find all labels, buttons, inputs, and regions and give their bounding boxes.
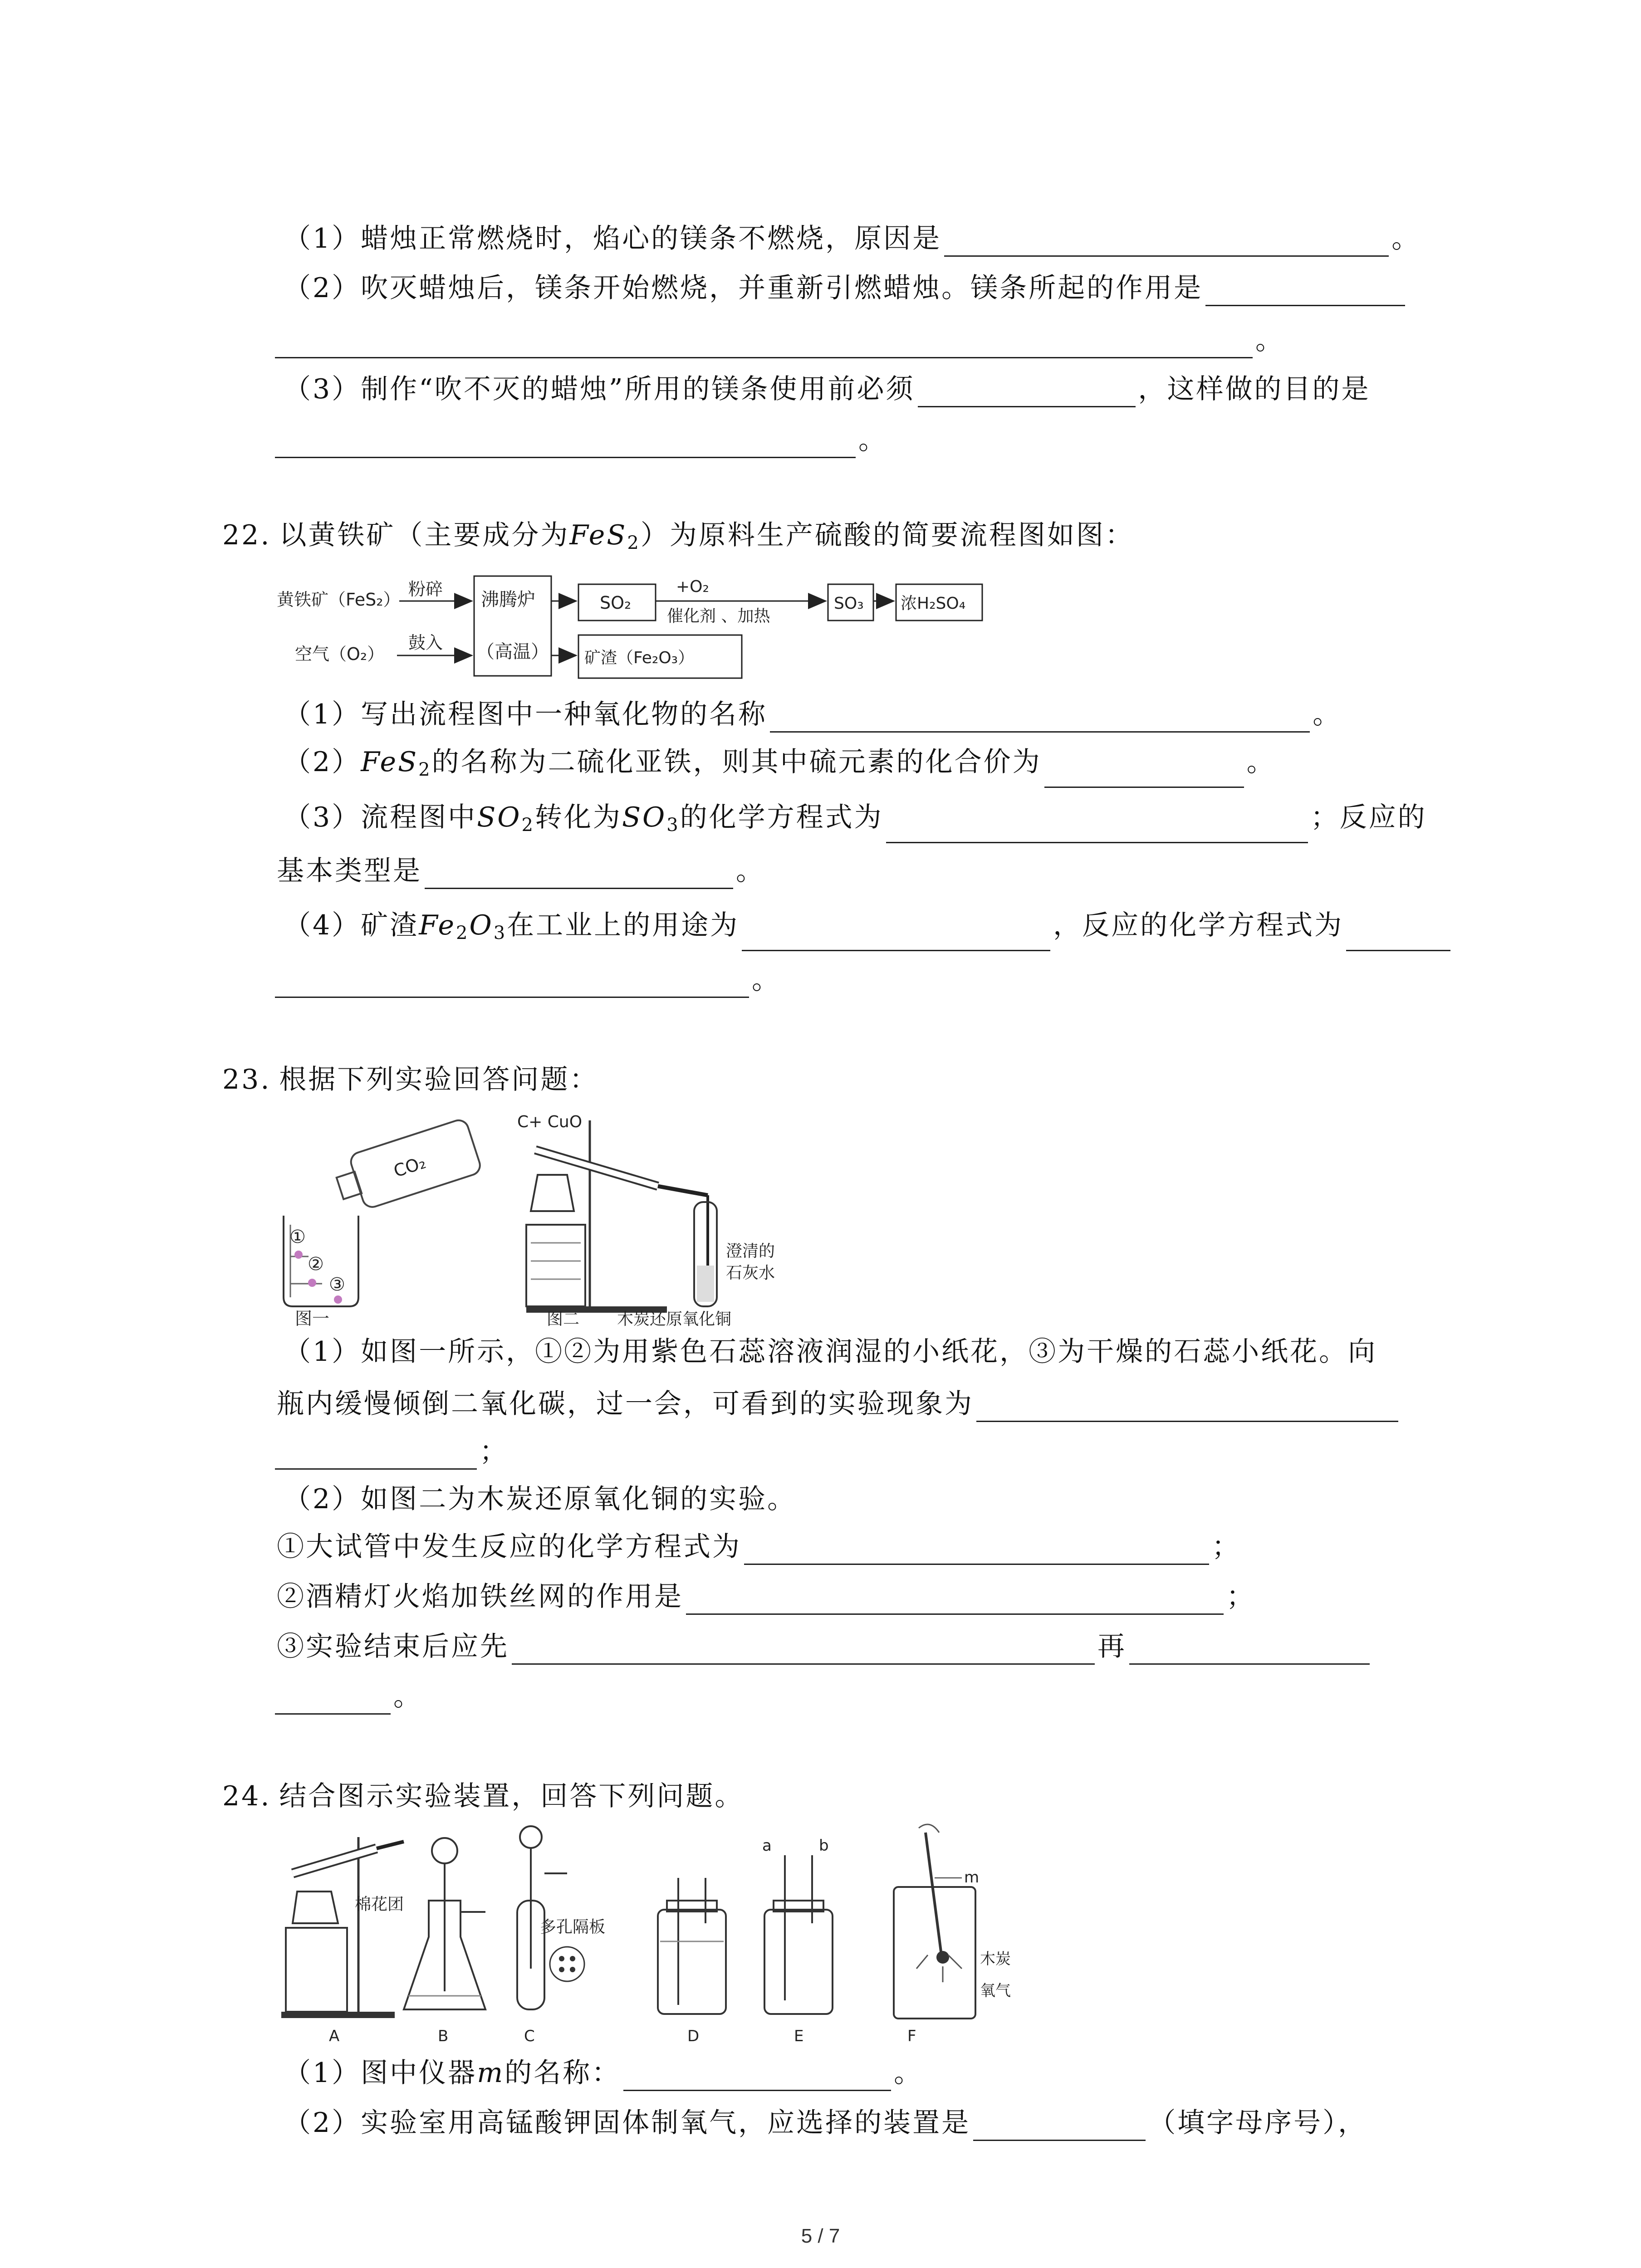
q22-part4-label: （4）矿渣 [284, 909, 419, 941]
q24-apparatus-figure [272, 1819, 1043, 2073]
q22-flow-diagram [277, 567, 1048, 685]
answer-blank[interactable] [973, 2112, 1146, 2141]
answer-blank[interactable] [425, 860, 733, 889]
formula: $Fe_2O_3$ [419, 909, 507, 943]
reagent-label: C+ CuO [517, 1113, 583, 1131]
answer-blank[interactable] [512, 1635, 1095, 1665]
q22-part4-text: 在工业上的用途为 [507, 909, 740, 941]
answer-blank[interactable] [742, 922, 1050, 951]
answer-blank[interactable] [275, 1440, 477, 1470]
punct: 。 [1255, 324, 1284, 356]
q21-part1-text: （1）蜡烛正常燃烧时，焰心的镁条不燃烧，原因是 [284, 223, 942, 254]
flow-catalyst: 催化剂 、加热 [667, 607, 770, 626]
port-b-label: b [819, 1837, 829, 1855]
q23-stem [222, 1061, 598, 1098]
answer-blank[interactable] [744, 1535, 1209, 1565]
figure2-caption: 图二 [547, 1310, 580, 1329]
apparatus-A [281, 1837, 404, 2045]
punct: 。 [894, 2057, 923, 2089]
q22-stem-text: 以黄铁矿（主要成分为 [279, 519, 570, 551]
q24-part2-text: （2）实验室用高锰酸钾固体制氧气，应选择的装置是 [284, 2107, 971, 2139]
charcoal-label: 木炭 [980, 1950, 1011, 1968]
flow-so3: SO₃ [834, 594, 864, 613]
q23-stem-text: 根据下列实验回答问题： [279, 1064, 599, 1095]
flow-acid: 浓H₂SO₄ [901, 594, 966, 613]
q22-part3 [284, 799, 1427, 836]
q23-part2-a [277, 1529, 1241, 1565]
answer-blank[interactable] [918, 378, 1136, 407]
answer-blank[interactable] [944, 227, 1389, 257]
q22-part3-text-c: 的化学方程式为 [680, 802, 883, 833]
instrument-m-label: m [964, 1868, 980, 1887]
label-E: E [794, 2027, 804, 2045]
figure1-caption: 图一 [295, 1309, 330, 1329]
q22-part3-text: 转化为 [534, 802, 622, 833]
q23-part1-end [272, 1433, 509, 1470]
q21-part3 [284, 371, 1371, 407]
flow-furnace: 沸腾炉 [481, 589, 535, 610]
answer-blank[interactable] [275, 968, 749, 998]
answer-blank[interactable] [275, 329, 1253, 358]
porous-plate-label: 多孔隔板 [540, 1918, 606, 1936]
punct: 。 [1246, 746, 1276, 778]
oxygen-label: 氧气 [980, 1982, 1011, 2000]
q22-part1 [284, 696, 1342, 733]
q23-part2-c-text: ③实验结束后应先 [277, 1631, 509, 1662]
q23-part2-c-end [272, 1678, 422, 1715]
formula: FeS$_2$ [569, 519, 641, 553]
instrument-m: m [477, 2057, 505, 2089]
answer-blank[interactable] [886, 814, 1308, 843]
apparatus-B [404, 1838, 485, 2045]
q23-part2-a-text: ①大试管中发生反应的化学方程式为 [277, 1531, 741, 1563]
punct: ； [480, 1436, 509, 1467]
q23-part2 [284, 1481, 796, 1517]
apparatus-F [894, 1824, 1011, 2045]
q21-part2-cont [272, 322, 1284, 358]
flow-furnace-cond: （高温） [476, 641, 549, 662]
q22-part4 [284, 907, 1453, 943]
answer-blank[interactable] [275, 429, 856, 458]
apparatus-C [517, 1826, 605, 2045]
port-a-label: a [762, 1837, 772, 1855]
q22-part3-cont [277, 853, 765, 889]
punct: 。 [1313, 699, 1342, 730]
flow-ore: 黄铁矿（FeS₂） [277, 590, 401, 610]
punct: 。 [858, 424, 887, 456]
q22-stem-text-b: ）为原料生产硫酸的简要流程图如图： [640, 519, 1134, 551]
figure2-subcaption: 木炭还原氧化铜 [617, 1310, 732, 1329]
q22-part2-label: （2） [284, 746, 361, 778]
q23-part1 [284, 1334, 1377, 1370]
q21-part1 [284, 220, 1421, 257]
punct: 。 [1391, 223, 1421, 254]
answer-blank[interactable] [623, 2062, 891, 2091]
punct: ； [1212, 1531, 1241, 1563]
q21-part3-cont [272, 422, 887, 458]
apparatus-E [762, 1837, 833, 2045]
flow-o2: +O₂ [676, 577, 709, 596]
question-number: 24. [222, 1780, 271, 1812]
figure1-co2-beaker [284, 1118, 482, 1329]
q22-part2 [284, 744, 1276, 780]
answer-blank[interactable] [770, 703, 1310, 733]
limewater-label-1: 澄清的 [726, 1242, 775, 1261]
q24-part1-text-b: 的名称： [505, 2057, 621, 2089]
q22-part4-cont [272, 962, 781, 998]
q23-figure [272, 1107, 862, 1329]
q23-part2-c [277, 1628, 1372, 1665]
q22-stem [222, 517, 1134, 553]
flow-air: 空气（O₂） [295, 644, 385, 664]
punct: 。 [752, 964, 781, 996]
answer-blank[interactable] [686, 1585, 1224, 1615]
question-number: 22. [222, 519, 271, 551]
formula: $SO_2$ [477, 802, 535, 836]
answer-blank[interactable] [976, 1393, 1398, 1422]
page-number: 5 / 7 [801, 2225, 840, 2247]
label-F: F [907, 2027, 916, 2045]
q24-stem-text: 结合图示实验装置，回答下列问题。 [279, 1780, 744, 1812]
q23-part1-cont [277, 1386, 1401, 1422]
punct: ； [1226, 1581, 1255, 1613]
punct: 。 [736, 855, 765, 887]
question-number: 23. [222, 1064, 271, 1095]
label-C: C [524, 2027, 535, 2045]
q24-part1 [284, 2055, 923, 2091]
answer-blank[interactable] [1129, 1635, 1370, 1665]
co2-label: CO₂ [391, 1152, 428, 1182]
q23-part1-text: （1）如图一所示，①②为用紫色石蕊溶液润湿的小纸花，③为干燥的石蕊小纸花。向 [284, 1336, 1377, 1368]
q22-part2-text: 的名称为二硫化亚铁，则其中硫元素的化合价为 [431, 746, 1042, 778]
q24-stem [222, 1778, 744, 1814]
q23-part2-b-text: ②酒精灯火焰加铁丝网的作用是 [277, 1581, 683, 1613]
q22-part3-text-d: ；反应的 [1310, 802, 1427, 833]
q22-part4-text-c: ，反应的化学方程式为 [1053, 909, 1344, 941]
formula: $SO_3$ [622, 802, 680, 836]
label-D: D [687, 2027, 700, 2045]
punct: 。 [393, 1681, 422, 1712]
q23-part2-c-mid: 再 [1097, 1631, 1127, 1662]
q24-part2-end: （填字母序号）， [1148, 2107, 1367, 2139]
q23-part2-text: （2）如图二为木炭还原氧化铜的实验。 [284, 1483, 797, 1515]
q21-part2 [284, 270, 1408, 306]
q23-part1-line2: 瓶内缓慢倾倒二氧化碳，过一会，可看到的实验现象为 [277, 1388, 974, 1420]
q21-part2-text: （2）吹灭蜡烛后，镁条开始燃烧，并重新引燃蜡烛。镁条所起的作用是 [284, 272, 1203, 304]
flow-crush: 粉碎 [408, 579, 443, 599]
label-B: B [438, 2027, 449, 2045]
q24-part1-text: （1）图中仪器 [284, 2057, 477, 2089]
flow-blow: 鼓入 [408, 633, 443, 653]
q22-part3-label: （3）流程图中 [284, 802, 477, 833]
answer-blank[interactable] [1044, 758, 1244, 788]
answer-blank[interactable] [1346, 922, 1450, 951]
figure2-carbon-reduction [517, 1113, 775, 1329]
flower-marker-1: ① [289, 1227, 306, 1247]
flow-slag: 矿渣（Fe₂O₃） [584, 649, 695, 667]
formula: FeS$_2$ [361, 746, 432, 780]
label-A: A [329, 2027, 340, 2045]
q21-part3-text-b: ，这样做的目的是 [1138, 373, 1371, 405]
apparatus-D [658, 1878, 726, 2045]
answer-blank[interactable] [1205, 277, 1405, 306]
q24-part2 [284, 2105, 1367, 2141]
q22-part1-text: （1）写出流程图中一种氧化物的名称 [284, 699, 768, 730]
flower-marker-2: ② [308, 1254, 324, 1275]
cotton-label: 棉花团 [355, 1895, 404, 1914]
flower-marker-3: ③ [329, 1274, 345, 1295]
q21-part3-text: （3）制作“吹不灭的蜡烛”所用的镁条使用前必须 [284, 373, 915, 405]
limewater-label-2: 石灰水 [726, 1264, 775, 1282]
flow-so2: SO₂ [600, 593, 632, 613]
q23-part2-b [277, 1579, 1255, 1615]
q22-part3-line2: 基本类型是 [277, 855, 422, 887]
answer-blank[interactable] [275, 1685, 391, 1715]
